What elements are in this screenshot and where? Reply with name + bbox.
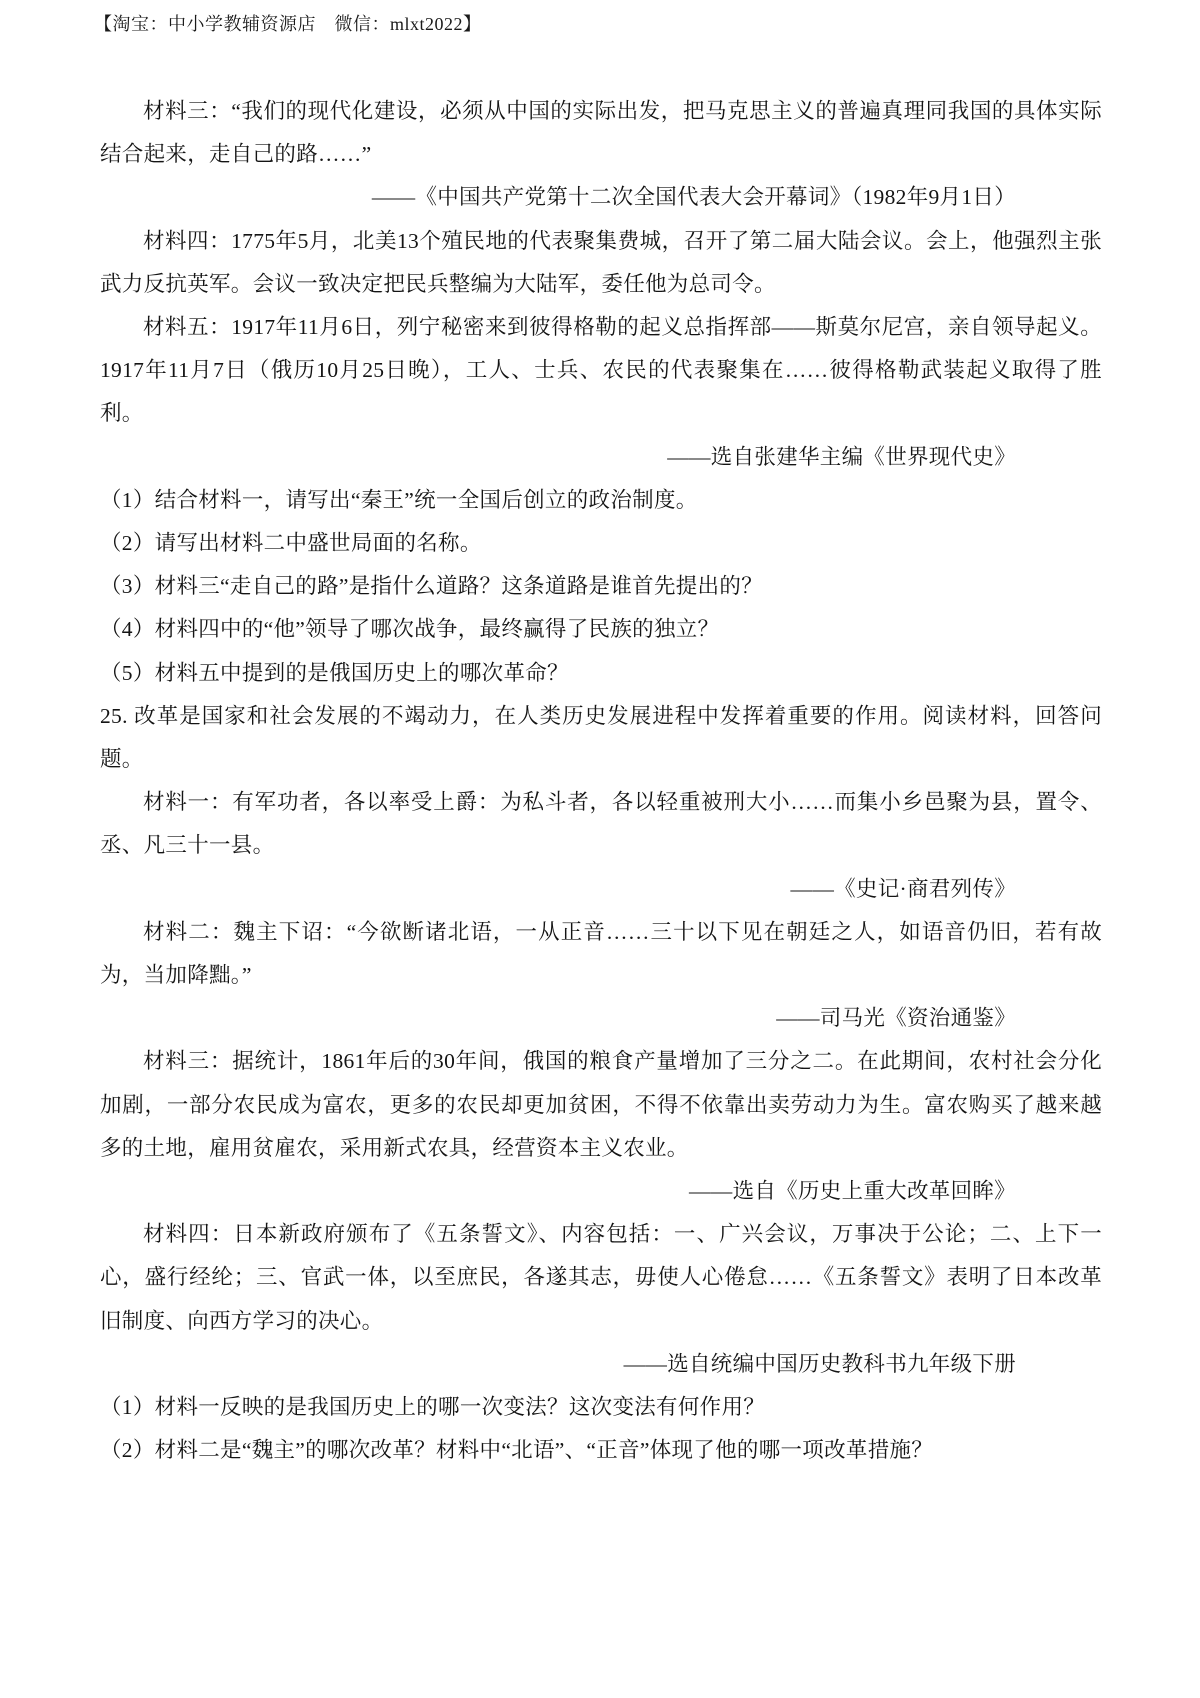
material-3-paragraph: 材料三：“我们的现代化建设，必须从中国的实际出发，把马克思主义的普遍真理同我国的具体实际结合起来，走自己的路……” (100, 99, 1102, 167)
question-25-2: （2）材料二是“魏主”的哪次改革？材料中“北语”、“正音”体现了他的哪一项改革措施？ (100, 1438, 934, 1463)
material-4b-paragraph: 材料四：日本新政府颁布了《五条誓文》、内容包括：一、广兴会议，万事决于公论；二、上下一心，盛行经纶；三、官武一体，以至庶民，各遂其志，毋使人心倦怠……《五条誓文》表明了日本改革旧制度、向西方学习的决心。 (100, 1222, 1102, 1333)
material-4b-source: ——选自统编中国历史教科书九年级下册 (623, 1351, 1016, 1376)
question-24-5: （5）材料五中提到的是俄国历史上的哪次革命？ (100, 660, 569, 685)
material-2-source: ——司马光《资治通鉴》 (776, 1006, 1016, 1031)
document-body (100, 90, 1102, 1473)
question-24-1: （1）结合材料一，请写出“秦王”统一全国后创立的政治制度。 (100, 487, 698, 512)
material-4-paragraph: 材料四：1775年5月，北美13个殖民地的代表聚集费城，召开了第二届大陆会议。会上，他强烈主张武力反抗英军。会议一致决定把民兵整编为大陆军，委任他为总司令。 (100, 228, 1102, 296)
watermark-text: 【淘宝：中小学教辅资源店 微信：mlxt2022】 (94, 14, 482, 34)
question-25-intro: 25. 改革是国家和社会发展的不竭动力，在人类历史发展进程中发挥着重要的作用。阅读材料，回答问题。 (100, 703, 1102, 772)
material-3b-source: ——选自《历史上重大改革回眸》 (688, 1179, 1016, 1204)
material-3-source: ——《中国共产党第十二次全国代表大会开幕词》（1982年9月1日） (371, 185, 1016, 210)
material-1-source: ——《史记·商君列传》 (790, 876, 1016, 901)
material-5-source: ——选自张建华主编《世界现代史》 (667, 444, 1016, 469)
question-24-2: （2）请写出材料二中盛世局面的名称。 (100, 531, 482, 556)
material-2-paragraph: 材料二：魏主下诏：“今欲断诸北语，一从正音……三十以下见在朝廷之人，如语音仍旧，若有故为，当加降黜。” (100, 919, 1102, 988)
question-25-1: （1）材料一反映的是我国历史上的哪一次变法？这次变法有何作用？ (100, 1395, 766, 1420)
material-5-paragraph: 材料五：1917年11月6日，列宁秘密来到彼得格勒的起义总指挥部——斯莫尔尼宫，亲自领导起义。1917年11月7日（俄历10月25日晚），工人、士兵、农民的代表聚集在……彼得格勒武装起义取得了胜利。 (100, 315, 1102, 426)
material-3b-paragraph: 材料三：据统计，1861年后的30年间，俄国的粮食产量增加了三分之二。在此期间，农村社会分化加剧，一部分农民成为富农，更多的农民却更加贫困，不得不依靠出卖劳动力为生。富农购买了越来越多的土地，雇用贫雇农，采用新式农具，经营资本主义农业。 (100, 1049, 1102, 1160)
question-24-3: （3）材料三“走自己的路”是指什么道路？这条道路是谁首先提出的？ (100, 574, 763, 599)
material-1-paragraph: 材料一：有军功者，各以率受上爵：为私斗者，各以轻重被刑大小……而集小乡邑聚为县，置令、丞、凡三十一县。 (100, 790, 1102, 858)
question-24-4: （4）材料四中的“他”领导了哪次战争，最终赢得了民族的独立？ (100, 617, 720, 642)
